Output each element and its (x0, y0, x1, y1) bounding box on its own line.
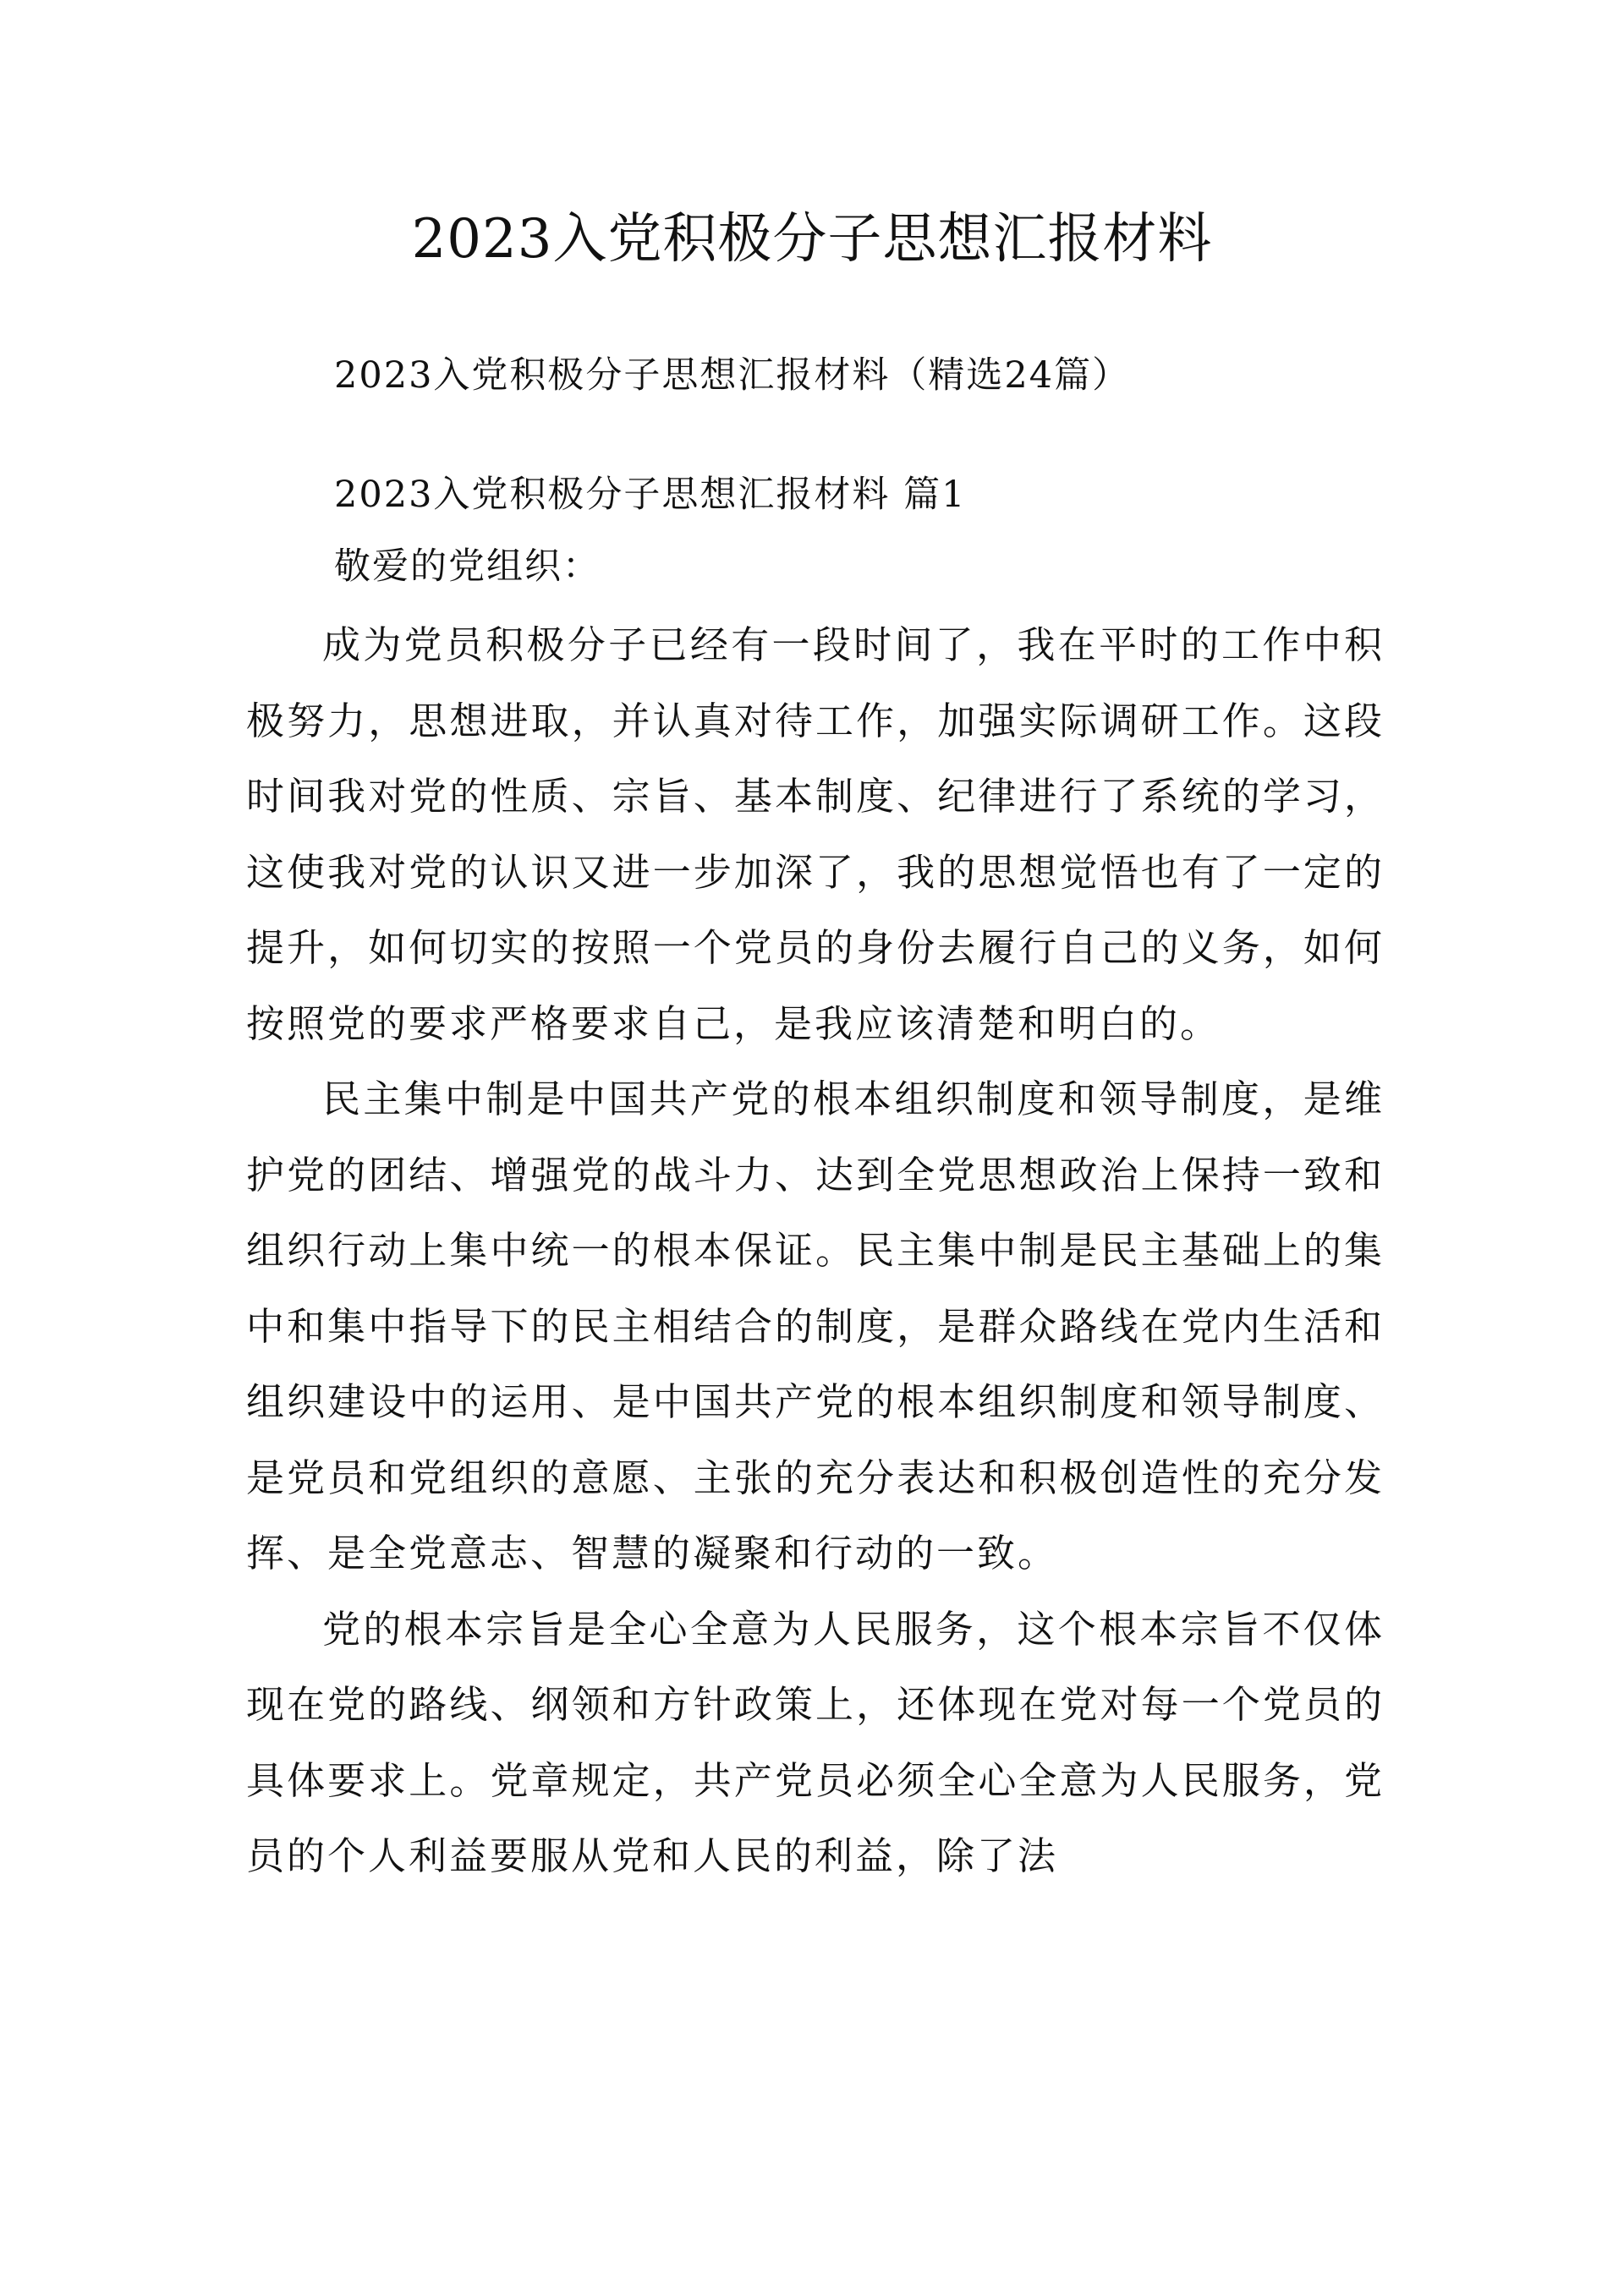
body-paragraph: 成为党员积极分子已经有一段时间了，我在平时的工作中积极努力，思想进取，并认真对待工作，加强实际调研工作。这段时间我对党的性质、宗旨、基本制度、纪律进行了系统的学习，这使我对党的认识又进一步加深了，我的思想觉悟也有了一定的提升，如何切实的按照一个党员的身份去履行自己的义务，如何按照党的要求严格要求自己，是我应该清楚和明白的。 (246, 622, 1385, 1046)
document-body (246, 607, 1385, 1894)
document-subtitle: 2023入党积极分子思想汇报材料（精选24篇） (334, 354, 1131, 397)
salutation: 敬爱的党组织： (334, 545, 601, 588)
body-paragraph: 民主集中制是中国共产党的根本组织制度和领导制度，是维护党的团结、增强党的战斗力、达到全党思想政治上保持一致和组织行动上集中统一的根本保证。民主集中制是民主基础上的集中和集中指导下的民主相结合的制度，是群众路线在党内生活和组织建设中的运用、是中国共产党的根本组织制度和领导制度、是党员和党组织的意愿、主张的充分表达和积极创造性的充分发挥、是全党意志、智慧的凝聚和行动的一致。 (246, 1077, 1385, 1575)
body-paragraph: 党的根本宗旨是全心全意为人民服务，这个根本宗旨不仅体现在党的路线、纲领和方针政策上，还体现在党对每一个党员的具体要求上。党章规定，共产党员必须全心全意为人民服务，党员的个人利益要服从党和人民的利益，除了法 (246, 1606, 1385, 1878)
section-heading: 2023入党积极分子思想汇报材料 篇1 (334, 474, 967, 516)
document-title: 2023入党积极分子思想汇报材料 (411, 208, 1213, 271)
